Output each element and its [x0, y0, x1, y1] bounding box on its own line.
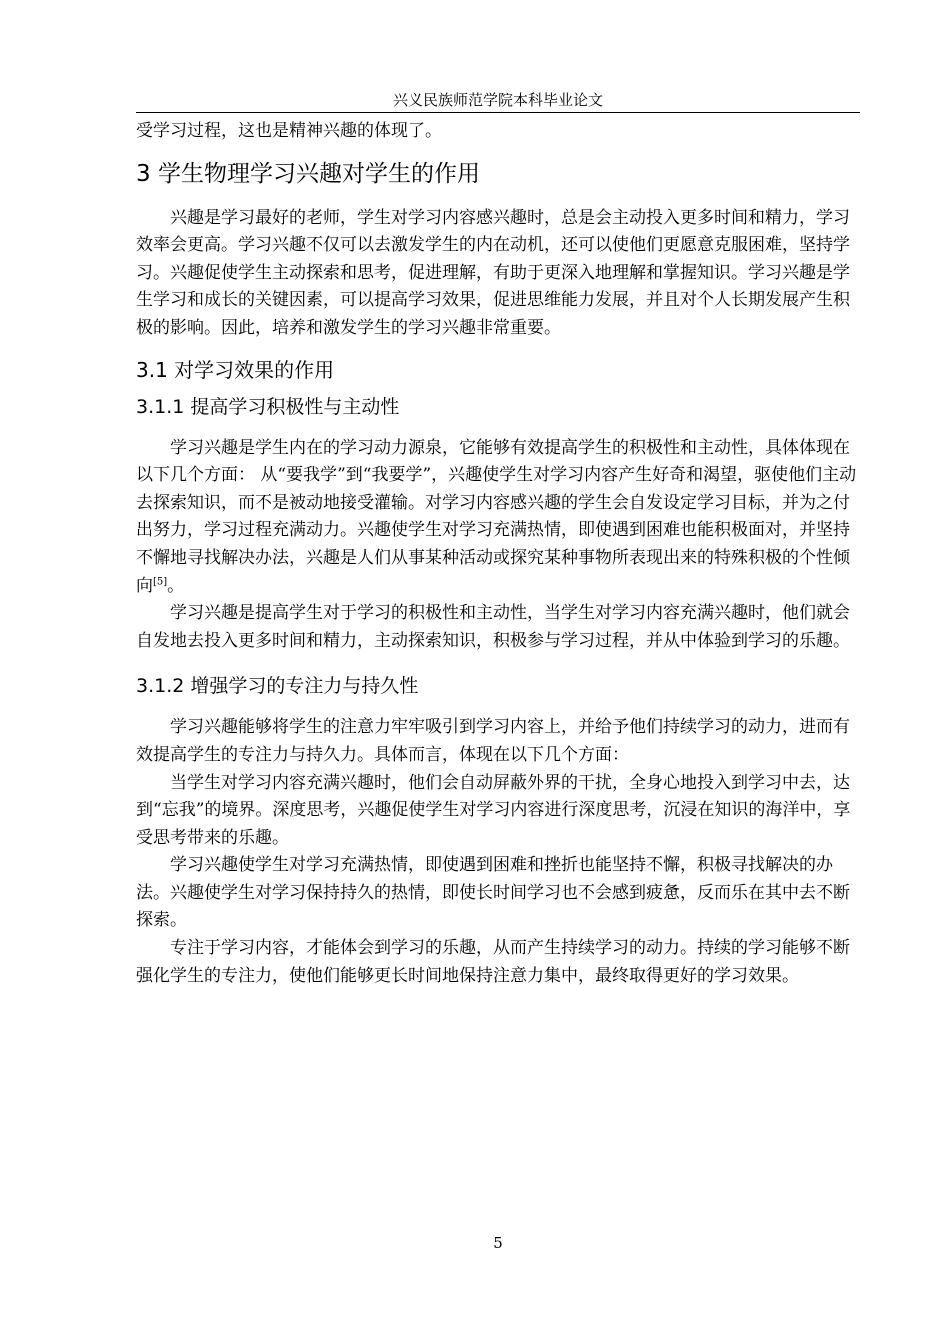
paragraph [136, 435, 860, 601]
paragraph: 当学生对学习内容充满兴趣时，他们会自动屏蔽外界的干扰，全身心地投入到学习中去，达到“忘我”的境界。深度思考，兴趣促使学生对学习内容进行深度思考，沉浸在知识的海洋中，享受思考带来的乐趣。 [136, 772, 851, 848]
continued-paragraph: 受学习过程，这也是精神兴趣的体现了。 [136, 121, 442, 141]
page-header: 兴义民族师范学院本科毕业论文 [392, 91, 603, 109]
section-heading-3: 3 学生物理学习兴趣对学生的作用 [136, 160, 480, 187]
section-heading-3-1-1: 3.1.1 提高学习积极性与主动性 [136, 395, 400, 418]
page-body [136, 118, 860, 990]
paragraph: 学习兴趣能够将学生的注意力牢牢吸引到学习内容上，并给予他们持续学习的动力，进而有效提高学生的专注力与持久力。具体而言，体现在以下几个方面： [136, 717, 850, 765]
section-heading-3-1-2: 3.1.2 增强学习的专注力与持久性 [136, 675, 419, 698]
header-rule [136, 112, 860, 113]
citation-ref: [5] [153, 575, 168, 587]
paragraph: 专注于学习内容，才能体会到学习的乐趣，从而产生持续学习的动力。持续的学习能够不断强化学生的专注力，使他们能够更长时间地保持注意力集中，最终取得更好的学习效果。 [136, 938, 850, 986]
paragraph: 兴趣是学习最好的老师，学生对学习内容感兴趣时，总是会主动投入更多时间和精力，学习效率会更高。学习兴趣不仅可以去激发学生的内在动机，还可以使他们更愿意克服困难，坚持学习。兴趣促使学生主动探索和思考，促进理解，有助于更深入地理解和掌握知识。学习兴趣是学生学习和成长的关键因素，可以提高学习效果，促进思维能力发展，并且对个人长期发展产生积极的影响。因此，培养和激发学生的学习兴趣非常重要。 [136, 207, 850, 338]
page-number: 5 [493, 1234, 503, 1252]
paragraph-text: 学习兴趣是学生内在的学习动力源泉，它能够有效提高学生的积极性和主动性，具体体现在以下几个方面： 从“要我学”到“我要学”，兴趣使学生对学习内容产生好奇和渴望，驱使他们主动去探索知识，而不是被动地接受灌输。对学习内容感兴趣的学生会自发设定学习目标，并为之付出努力，学习过程充满动力。兴趣使学生对学习充满热情，即使遇到困难也能积极面对，并坚持不懈地寻找解决办法，兴趣是人们从事某种活动或探究某种事物所表现出来的特殊积极的个性倾向 [136, 437, 857, 596]
section-heading-3-1: 3.1 对学习效果的作用 [136, 357, 335, 382]
paragraph: 学习兴趣使学生对学习充满热情，即使遇到困难和挫折也能坚持不懈，积极寻找解决的办法。兴趣使学生对学习保持持久的热情，即使长时间学习也不会感到疲惫，反而乐在其中去不断探索。 [136, 855, 850, 931]
paragraph: 学习兴趣是提高学生对于学习的积极性和主动性，当学生对学习内容充满兴趣时，他们就会自发地去投入更多时间和精力，主动探索知识，积极参与学习过程，并从中体验到学习的乐趣。 [136, 603, 850, 651]
paragraph-end: 。 [167, 575, 185, 596]
